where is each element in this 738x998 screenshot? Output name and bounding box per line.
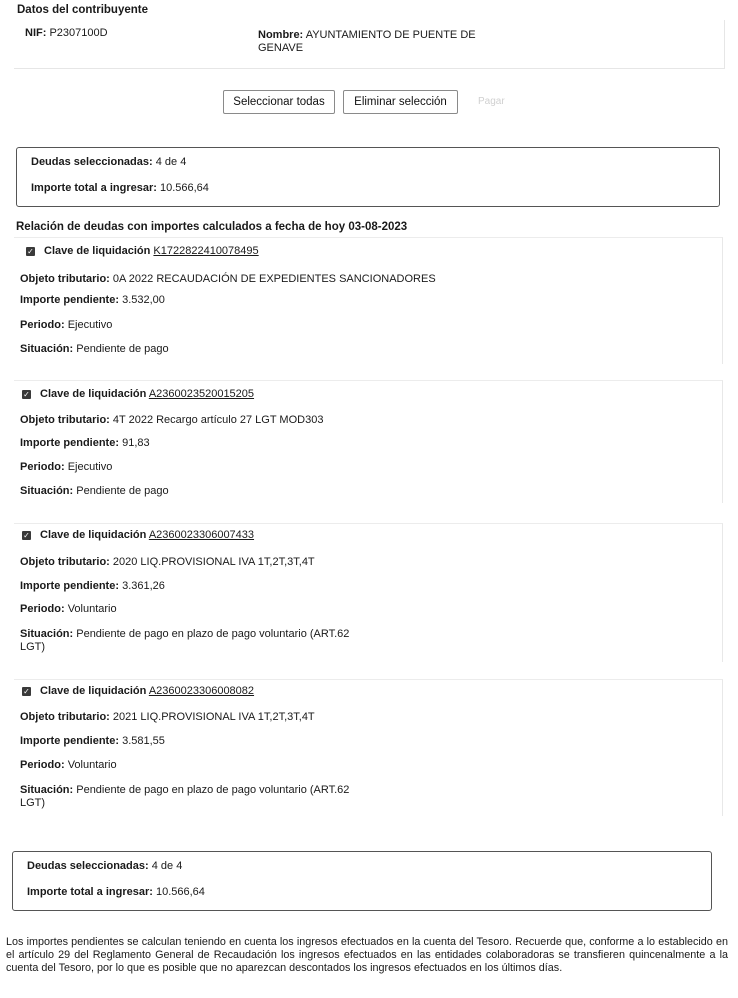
clave-label: Clave de liquidación: [40, 685, 147, 697]
debt-checkbox[interactable]: ✓: [23, 686, 30, 696]
importe-label: Importe pendiente:: [20, 437, 120, 449]
nombre-field: [258, 29, 498, 55]
clave-label: Clave de liquidación: [44, 245, 151, 257]
importe-label: Importe pendiente:: [20, 735, 120, 747]
total-label: Importe total a ingresar:: [27, 886, 153, 898]
debt-checkbox[interactable]: ✓: [23, 530, 30, 540]
debt-item: [14, 523, 723, 662]
situacion-value: Pendiente de pago: [76, 485, 169, 497]
total-value: 10.566,64: [159, 182, 209, 194]
situacion-value: Pendiente de pago en plazo de pago voluntario (ART.62 LGT): [20, 628, 350, 653]
nombre-label: Nombre:: [258, 29, 304, 41]
periodo-value: Ejecutivo: [67, 319, 113, 331]
total-label: Importe total a ingresar:: [31, 182, 157, 194]
situacion-value: Pendiente de pago: [76, 343, 169, 355]
situacion-value: Pendiente de pago en plazo de pago voluntario (ART.62 LGT): [20, 784, 350, 809]
select-all-button[interactable]: Seleccionar todas: [223, 90, 335, 114]
summary-box-top: [16, 147, 720, 207]
periodo-value: Voluntario: [67, 759, 117, 771]
pay-button[interactable]: Pagar: [478, 96, 505, 107]
debt-item: [14, 679, 723, 816]
delete-selection-button[interactable]: Eliminar selección: [343, 90, 458, 114]
importe-label: Importe pendiente:: [20, 294, 120, 306]
selected-label: Deudas seleccionadas:: [31, 156, 153, 168]
nif-value: P2307100D: [49, 27, 108, 39]
objeto-value: 4T 2022 Recargo artículo 27 LGT MOD303: [112, 414, 324, 426]
debt-checkbox[interactable]: ✓: [23, 389, 30, 399]
objeto-label: Objeto tributario:: [20, 711, 110, 723]
debt-item: [14, 237, 723, 364]
periodo-label: Periodo:: [20, 461, 65, 473]
clave-link[interactable]: K1722822410078495: [153, 245, 259, 257]
situacion-label: Situación:: [20, 343, 74, 355]
importe-label: Importe pendiente:: [20, 580, 120, 592]
importe-value: 91,83: [122, 437, 150, 449]
clave-link[interactable]: A2360023520015205: [148, 388, 255, 400]
objeto-label: Objeto tributario:: [20, 556, 110, 568]
nombre-value: AYUNTAMIENTO DE PUENTE DE GENAVE: [258, 29, 476, 54]
nif-field: [25, 27, 108, 39]
situacion-label: Situación:: [20, 485, 74, 497]
clave-label: Clave de liquidación: [40, 388, 147, 400]
importe-value: 3.532,00: [122, 294, 165, 306]
situacion-label: Situación:: [20, 628, 74, 640]
importe-value: 3.361,26: [122, 580, 165, 592]
objeto-label: Objeto tributario:: [20, 273, 110, 285]
importe-value: 3.581,55: [122, 735, 165, 747]
situacion-label: Situación:: [20, 784, 74, 796]
objeto-value: 2021 LIQ.PROVISIONAL IVA 1T,2T,3T,4T: [112, 711, 315, 723]
summary-box-bottom: [12, 851, 712, 911]
clave-link[interactable]: A2360023306008082: [148, 685, 255, 697]
debt-checkbox[interactable]: ✓: [27, 246, 34, 256]
clave-label: Clave de liquidación: [40, 529, 147, 541]
objeto-label: Objeto tributario:: [20, 414, 110, 426]
periodo-value: Voluntario: [67, 603, 117, 615]
total-value: 10.566,64: [155, 886, 205, 898]
selected-label: Deudas seleccionadas:: [27, 860, 149, 872]
debt-item: [14, 380, 723, 503]
relacion-title: Relación de deudas con importes calculados a fecha de hoy 03-08-2023: [16, 221, 408, 233]
objeto-value: 2020 LIQ.PROVISIONAL IVA 1T,2T,3T,4T: [112, 556, 315, 568]
selected-value: 4 de 4: [151, 860, 183, 872]
clave-link[interactable]: A2360023306007433: [148, 529, 255, 541]
section-title-contribuyente: Datos del contribuyente: [17, 4, 148, 16]
selected-value: 4 de 4: [155, 156, 187, 168]
nif-label: NIF:: [25, 27, 47, 39]
objeto-value: 0A 2022 RECAUDACIÓN DE EXPEDIENTES SANCIONADORES: [112, 273, 436, 285]
periodo-label: Periodo:: [20, 319, 65, 331]
footnote: Los importes pendientes se calculan teniendo en cuenta los ingresos efectuados en la cuenta del Tesoro. Recuerde que, conforme a lo establecido en el artículo 29 del Reglamento General de Recaudación los ingresos efectuados en las entidades colaboradoras se transfieren quincenalmente a la cuenta del Tesoro, por lo que es posible que no aparezcan descontados los ingresos efectuados en los últimos días.: [6, 936, 728, 974]
periodo-value: Ejecutivo: [67, 461, 113, 473]
periodo-label: Periodo:: [20, 603, 65, 615]
periodo-label: Periodo:: [20, 759, 65, 771]
